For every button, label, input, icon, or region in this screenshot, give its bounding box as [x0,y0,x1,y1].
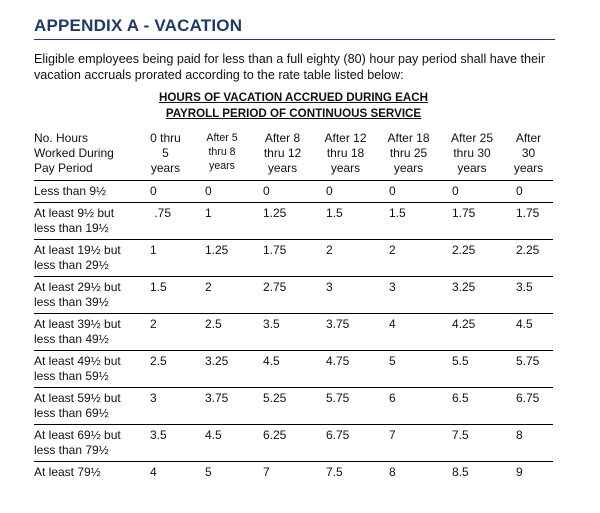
table-cell: 3.25 [205,354,229,368]
table-cell: 0 [389,184,396,198]
table-cell: 4.75 [326,354,350,368]
table-cell: 7.5 [452,428,469,442]
table-cell: 1 [150,243,157,257]
table-cell: 3.25 [452,280,476,294]
table-row [34,425,553,462]
header-row [34,128,553,181]
row-label: At least 59½ but less than 69½ [34,391,121,420]
header-cell: After 12 thru 18 years [324,131,367,175]
table-cell: 0 [205,184,212,198]
intro-line-2: vacation accruals prorated according to the rate table listed below: [34,68,404,82]
table-cell: 4 [150,465,157,479]
table-cell: 5.75 [326,391,350,405]
table-row [34,314,553,351]
table-cell: 0 [516,184,523,198]
row-label: At least 19½ but less than 29½ [34,243,121,272]
table-cell: 3 [326,280,333,294]
title-divider [34,39,555,40]
table-cell: 0 [263,184,270,198]
table-cell: 3.75 [205,391,229,405]
row-label: Less than 9½ [34,184,107,198]
table-cell: 1.25 [205,243,229,257]
row-label: At least 9½ but less than 19½ [34,206,115,235]
header-cell: After 30 years [513,131,544,175]
vacation-accrual-table [34,128,553,483]
table-cell: 4.5 [205,428,222,442]
table-cell: 6 [389,391,396,405]
table-cell: 1.5 [150,280,167,294]
table-row [34,203,553,240]
table-row [34,462,553,484]
table-cell: 5.25 [263,391,287,405]
table-caption-line-2: PAYROLL PERIOD OF CONTINUOUS SERVICE [165,107,422,120]
table-cell: 0 [150,184,157,198]
table-cell: 2 [389,243,396,257]
table-cell: 4.5 [263,354,280,368]
table-cell: 3.75 [326,317,350,331]
table-cell: 0 [326,184,333,198]
table-cell: 1.25 [263,206,287,220]
table-cell: 8 [389,465,396,479]
table-cell: 1.5 [389,206,406,220]
table-cell: 3 [150,391,157,405]
table-cell: 8 [516,428,523,442]
intro-paragraph [34,51,554,83]
table-cell: 2 [150,317,157,331]
header-cell: After 8 thru 12 years [263,131,302,175]
header-cell: After 25 thru 30 years [450,131,494,175]
table-cell: 6.75 [516,391,540,405]
table-cell: 5.5 [452,354,469,368]
row-label: At least 29½ but less than 39½ [34,280,121,309]
intro-line-1: Eligible employees being paid for less than a full eighty (80) hour pay period shall have their [34,52,546,66]
table-cell: 6.5 [452,391,469,405]
table-cell: 5 [389,354,396,368]
table-cell: 6.75 [326,428,350,442]
table-cell: 0 [452,184,459,198]
table-cell: 1.5 [326,206,343,220]
table-cell: 1 [205,206,212,220]
table-cell: 1.75 [263,243,287,257]
table-row [34,277,553,314]
table-cell: 2 [205,280,212,294]
table-cell: 5.75 [516,354,540,368]
table-row [34,240,553,277]
table-cell: 9 [516,465,523,479]
table-row [34,351,553,388]
table-row [34,388,553,425]
table-cell: 4.25 [452,317,476,331]
row-label: At least 39½ but less than 49½ [34,317,121,346]
table-cell: 4.5 [516,317,533,331]
table-cell: 1.75 [516,206,540,220]
header-cell: After 5 thru 8 years [206,132,238,172]
table-cell: 5 [205,465,212,479]
table-cell: 3.5 [150,428,167,442]
header-cell: No. Hours Worked During Pay Period [34,131,114,175]
table-cell: 4 [389,317,396,331]
table-row [34,181,553,203]
row-label: At least 49½ but less than 59½ [34,354,121,383]
header-cell: 0 thru 5 years [150,131,181,175]
table-cell: 2.5 [205,317,222,331]
table-cell: 1.75 [452,206,476,220]
table-cell: 7 [389,428,396,442]
table-cell: 2.75 [263,280,287,294]
row-label: At least 69½ but less than 79½ [34,428,121,457]
table-cell: 8.5 [452,465,469,479]
row-label: At least 79½ [34,465,101,479]
table-cell: .75 [154,206,171,220]
table-cell: 6.25 [263,428,287,442]
table-cell: 3.5 [263,317,280,331]
table-cell: 2.25 [452,243,476,257]
table-cell: 7.5 [326,465,343,479]
header-cell: After 18 thru 25 years [387,131,430,175]
table-caption-line-1: HOURS OF VACATION ACCRUED DURING EACH [158,91,429,104]
table-cell: 3 [389,280,396,294]
table-cell: 2 [326,243,333,257]
table-cell: 3.5 [516,280,533,294]
table-cell: 7 [263,465,270,479]
page-title: APPENDIX A - VACATION [34,16,243,35]
table-cell: 2.5 [150,354,167,368]
table-cell: 2.25 [516,243,540,257]
